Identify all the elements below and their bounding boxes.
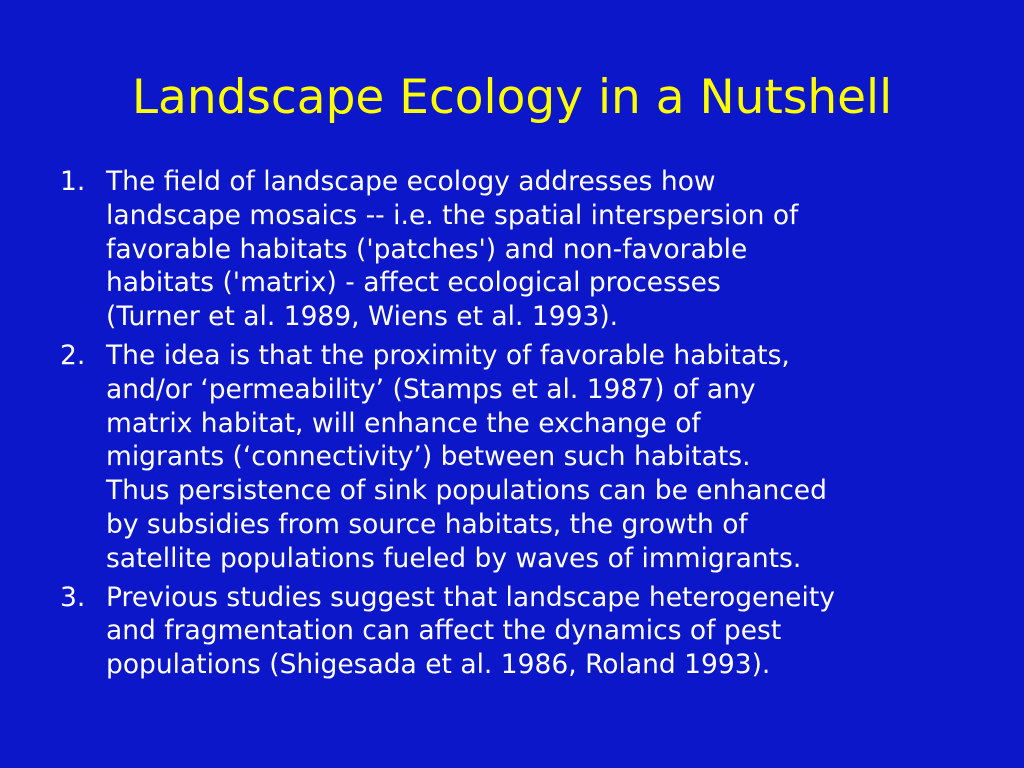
list-item-line: The idea is that the proximity of favorable habitats,: [106, 339, 790, 371]
list-item-line: and fragmentation can affect the dynamics of pest: [106, 615, 782, 647]
list-item-line: favorable habitats ('patches') and non-favorable: [106, 233, 748, 265]
list-item: [60, 339, 950, 576]
list-item-line: Thus persistence of sink populations can be enhanced: [106, 475, 827, 507]
numbered-list: [60, 165, 950, 687]
list-item-line: satellite populations fueled by waves of immigrants.: [106, 542, 802, 574]
list-item-number: 1.: [60, 166, 86, 197]
list-item-line: by subsidies from source habitats, the growth of: [106, 508, 748, 540]
list-item-number: 2.: [60, 339, 86, 371]
list-item: [60, 165, 950, 334]
list-item-line: migrants (‘connectivity’) between such habitats.: [106, 441, 751, 473]
list-item-line: Previous studies suggest that landscape heterogeneity: [106, 581, 835, 613]
list-item-line: matrix habitat, will enhance the exchange of: [106, 407, 701, 439]
list-item-line: and/or ‘permeability’ (Stamps et al. 1987) of any: [106, 373, 756, 405]
list-item-line: populations (Shigesada et al. 1986, Roland 1993).: [106, 649, 771, 681]
list-item-number: 3.: [60, 581, 86, 613]
slide-title: Landscape Ecology in a Nutshell: [131, 70, 893, 125]
list-item-line: habitats ('matrix) - affect ecological processes: [106, 267, 721, 299]
list-item-line: landscape mosaics -- i.e. the spatial interspersion of: [106, 199, 799, 231]
list-item-line: (Turner et al. 1989, Wiens et al. 1993).: [106, 301, 619, 333]
list-item: [60, 581, 950, 682]
list-item-line: The field of landscape ecology addresses how: [106, 166, 716, 197]
